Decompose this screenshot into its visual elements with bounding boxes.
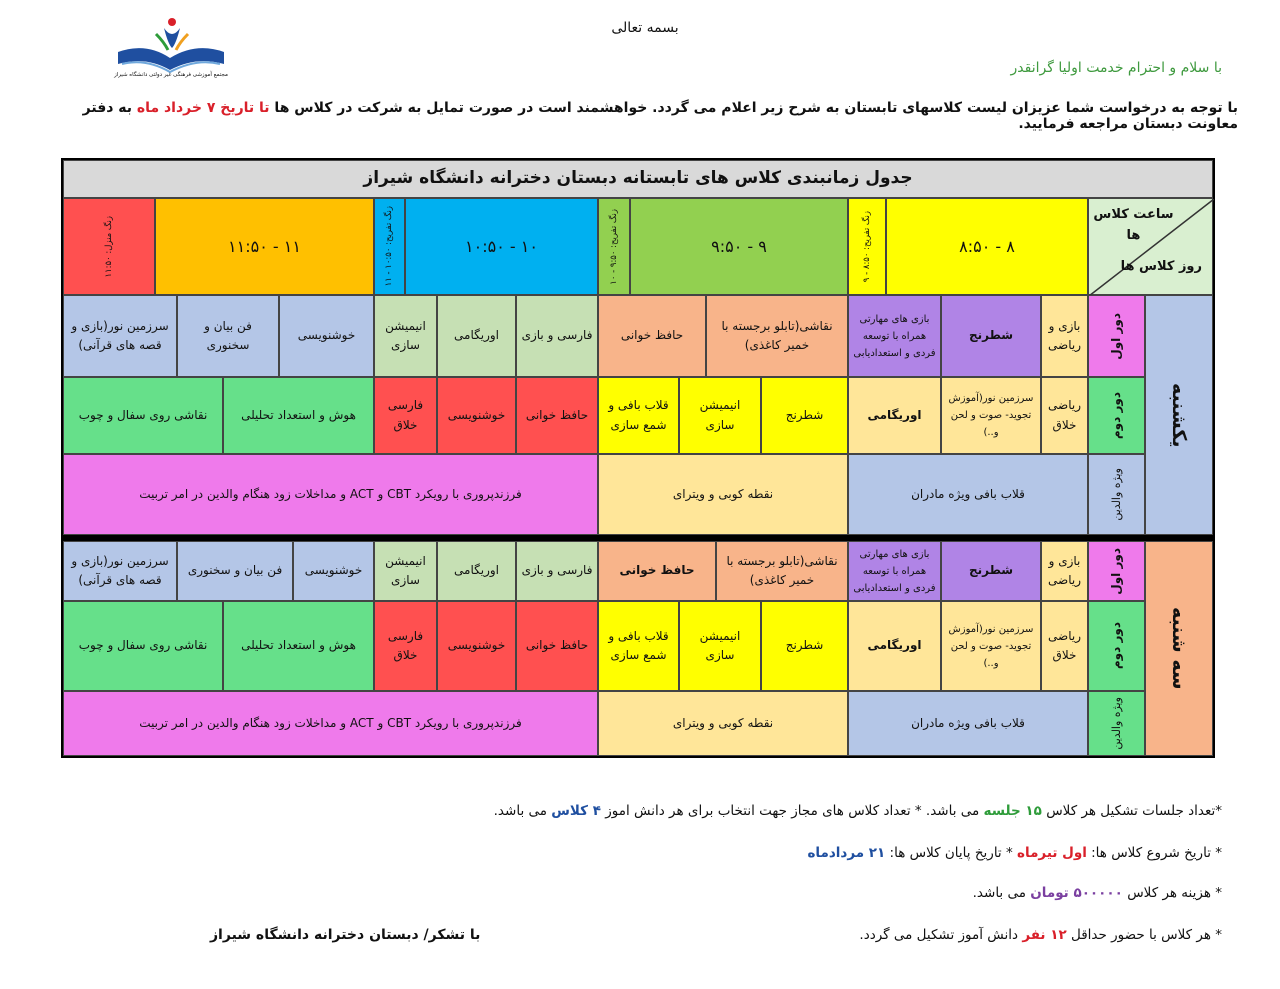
- greeting-line: با سلام و احترام خدمت اولیا گرانقدر: [1010, 60, 1222, 76]
- class-cell: فن بیان و سخنوری: [177, 295, 279, 377]
- class-cell: فن بیان و سخنوری: [177, 541, 293, 601]
- class-cell: فارسی خلاق: [374, 601, 437, 691]
- parents-class-cell: قلاب بافی ویژه مادران: [848, 454, 1088, 535]
- signature: با تشکر/ دبستان دخترانه دانشگاه شیراز: [210, 927, 481, 943]
- bismillah-heading: بسمه تعالی: [611, 20, 679, 36]
- class-cell: بازی های مهارتی همراه با توسعه فردی و استعدادیابی: [848, 541, 941, 601]
- time-slot-4: ۱۱ - ۱۱:۵۰: [155, 198, 374, 295]
- class-cell: اوریگامی: [437, 541, 516, 601]
- class-cell: خوشنویسی: [279, 295, 374, 377]
- class-cell: اوریگامی: [848, 377, 941, 454]
- parents-class-cell: فرزندپروری با رویکرد CBT و ACT و مداخلات زود هنگام والدین در امر تربیت: [63, 691, 598, 756]
- class-cell: انیمیشن سازی: [374, 295, 437, 377]
- class-cell: خوشنویسی: [437, 377, 516, 454]
- parents-class-cell: قلاب بافی ویژه مادران: [848, 691, 1088, 756]
- class-cell: نقاشی روی سفال و چوب: [63, 601, 223, 691]
- class-cell: بازی و ریاضی: [1041, 295, 1088, 377]
- class-cell: فارسی و بازی: [516, 295, 598, 377]
- class-cell: خوشنویسی: [437, 601, 516, 691]
- note-dates: * تاریخ شروع کلاس ها: اول تیرماه * تاریخ پایان کلاس ها: ۲۱ مردادماه: [807, 845, 1222, 861]
- class-cell: نقاشی روی سفال و چوب: [63, 377, 223, 454]
- class-cell: قلاب بافی و شمع سازی: [598, 377, 679, 454]
- day-label-sunday: یکشنبه: [1145, 295, 1213, 535]
- class-cell: خوشنویسی: [293, 541, 374, 601]
- session-round1: دور اول: [1088, 295, 1145, 377]
- class-cell: هوش و استعداد تحلیلی: [223, 601, 374, 691]
- break-4: زنگ منزل: ۱۱:۵۰: [63, 198, 155, 295]
- class-cell: حافظ خوانی: [598, 295, 706, 377]
- class-cell: قلاب بافی و شمع سازی: [598, 601, 679, 691]
- class-cell: سرزمین نور(آموزش تجوید- صوت و لحن و..): [941, 377, 1041, 454]
- class-cell: حافظ خوانی: [516, 377, 598, 454]
- deadline-highlight: تا تاریخ ۷ خرداد ماه: [136, 100, 270, 116]
- class-cell: ریاضی خلاق: [1041, 601, 1088, 691]
- time-slot-1: ۸ - ۸:۵۰: [886, 198, 1088, 295]
- class-cell: اوریگامی: [437, 295, 516, 377]
- note-sessions: *تعداد جلسات تشکیل هر کلاس ۱۵ جلسه می باشد. * تعداد کلاس های مجاز جهت انتخاب برای هر دانش اموز ۴ کلاس می باشد.: [493, 803, 1222, 819]
- parents-class-cell: نقطه کوبی و ویترای: [598, 454, 848, 535]
- schedule-table: [61, 158, 1215, 758]
- class-cell: سرزمین نور(بازی و قصه های قرآنی): [63, 295, 177, 377]
- class-cell: اوریگامی: [848, 601, 941, 691]
- class-cell: حافظ خوانی: [598, 541, 716, 601]
- session-parents: ویژه والدین: [1088, 691, 1145, 756]
- session-parents: ویژه والدین: [1088, 454, 1145, 535]
- intro-paragraph: با توجه به درخواست شما عزیزان لیست کلاسهای تابستان به شرح زیر اعلام می گردد. خواهشمند است در صورت تمایل به شرکت در کلاس ها تا تاریخ ۷ خرداد ماه به دفتر معاونت دبستان مراجعه فرمایید.: [82, 100, 1238, 132]
- table-title: جدول زمانبندی کلاس های تابستانه دبستان دخترانه دانشگاه شیراز: [63, 160, 1213, 198]
- class-cell: حافظ خوانی: [516, 601, 598, 691]
- class-cell: سرزمین نور(بازی و قصه های قرآنی): [63, 541, 177, 601]
- class-cell: شطرنج: [761, 377, 848, 454]
- break-3: زنگ تفریح: ۱۰:۵۰ - ۱۱: [374, 198, 405, 295]
- session-round2: دور دوم: [1088, 377, 1145, 454]
- note-minimum: * هر کلاس با حضور حداقل ۱۲ نفر دانش آموز تشکیل می گردد.: [859, 927, 1222, 943]
- class-cell: شطرنج: [941, 541, 1041, 601]
- class-cell: بازی و ریاضی: [1041, 541, 1088, 601]
- class-cell: انیمیشن سازی: [679, 377, 761, 454]
- break-1: زنگ تفریح: ۸:۵۰ - ۹: [848, 198, 886, 295]
- class-cell: بازی های مهارتی همراه با توسعه فردی و استعدادیابی: [848, 295, 941, 377]
- header-corner: [1088, 198, 1213, 295]
- parents-class-cell: نقطه کوبی و ویترای: [598, 691, 848, 756]
- parents-class-cell: فرزندپروری با رویکرد CBT و ACT و مداخلات زود هنگام والدین در امر تربیت: [63, 454, 598, 535]
- day-label-tuesday: سه شنبه: [1145, 541, 1213, 756]
- logo-caption: مجتمع آموزشی فرهنگی غیر دولتی دانشگاه شیراز: [114, 72, 228, 78]
- corner-days-label: روز کلاس ها: [1120, 259, 1202, 274]
- time-slot-2: ۹ - ۹:۵۰: [630, 198, 848, 295]
- class-cell: فارسی و بازی: [516, 541, 598, 601]
- break-2: زنگ تفریح: ۹:۵۰ - ۱۰: [598, 198, 630, 295]
- class-cell: نقاشی(تابلو برجسته با خمیر کاغذی): [716, 541, 848, 601]
- class-cell: هوش و استعداد تحلیلی: [223, 377, 374, 454]
- class-cell: ریاضی خلاق: [1041, 377, 1088, 454]
- time-slot-3: ۱۰ - ۱۰:۵۰: [405, 198, 598, 295]
- session-round1: دور اول: [1088, 541, 1145, 601]
- class-cell: شطرنج: [941, 295, 1041, 377]
- class-cell: سرزمین نور(آموزش تجوید- صوت و لحن و..): [941, 601, 1041, 691]
- class-cell: انیمیشن سازی: [679, 601, 761, 691]
- note-fee: * هزینه هر کلاس ۵۰۰۰۰۰ تومان می باشد.: [972, 885, 1222, 901]
- class-cell: نقاشی(تابلو برجسته با خمیر کاغذی): [706, 295, 848, 377]
- class-cell: فارسی خلاق: [374, 377, 437, 454]
- session-round2: دور دوم: [1088, 601, 1145, 691]
- corner-hours-label: ساعت کلاس ها: [1093, 207, 1174, 243]
- class-cell: شطرنج: [761, 601, 848, 691]
- class-cell: انیمیشن سازی: [374, 541, 437, 601]
